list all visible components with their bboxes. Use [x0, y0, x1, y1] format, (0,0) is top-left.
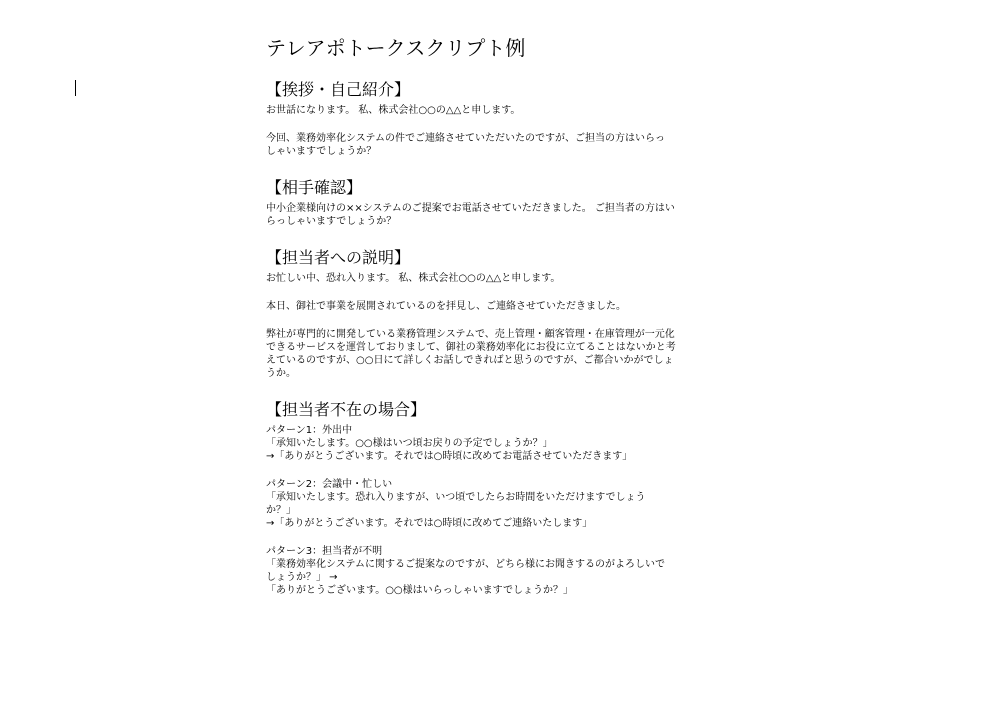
- section-heading-explanation: 【担当者への説明】: [266, 248, 411, 267]
- text-cursor: [75, 80, 76, 96]
- pattern-block: パターン2：会議中・忙しい 「承知いたします。恐れ入りますが、いつ頃でしたらお時間をいただけますでしょう か？」 →「ありがとうございます。それでは○時頃に改めてご連絡いたします」: [266, 479, 646, 529]
- paragraph: 弊社が専門的に開発している業務管理システムで、売上管理・顧客管理・在庫管理が一元化 できるサービスを運営しておりまして、御社の業務効率化にお役に立てることはないかと考 えているのですが、○○日にて詳しくお話しできればと思うのですが、ご都合いかがでしょ うか。: [266, 329, 676, 379]
- section-heading-absent: 【担当者不在の場合】: [266, 400, 427, 419]
- document-title: テレアポトークスクリプト例: [266, 36, 526, 60]
- section-heading-greeting: 【挨拶・自己紹介】: [266, 80, 411, 99]
- paragraph: 今回、業務効率化システムの件でご連絡させていただいたのですが、ご担当の方はいらっ しゃいますでしょうか？: [266, 133, 665, 157]
- pattern-block: パターン3：担当者が不明 「業務効率化システムに関するご提案なのですが、どちら様にお聞きするのがよろしいで しょうか？」 → 「ありがとうございます。○○様はいらっしゃいますでしょうか？」: [266, 546, 665, 596]
- pattern-block: パターン1：外出中 「承知いたします。○○様はいつ頃お戻りの予定でしょうか？」 →「ありがとうございます。それでは○時頃に改めてお電話させていただきます」: [266, 425, 633, 462]
- document-body[interactable]: [266, 34, 736, 597]
- paragraph: 本日、御社で事業を展開されているのを拝見し、ご連絡させていただきました。: [266, 301, 626, 312]
- section-heading-confirm: 【相手確認】: [266, 178, 363, 197]
- paragraph: 中小企業様向けの××システムのご提案でお電話させていただきました。 ご担当者の方はい らっしゃいますでしょうか？: [266, 203, 675, 227]
- paragraph: お世話になります。 私、株式会社○○の△△と申します。: [266, 105, 521, 116]
- paragraph: お忙しい中、恐れ入ります。 私、株式会社○○の△△と申します。: [266, 273, 561, 284]
